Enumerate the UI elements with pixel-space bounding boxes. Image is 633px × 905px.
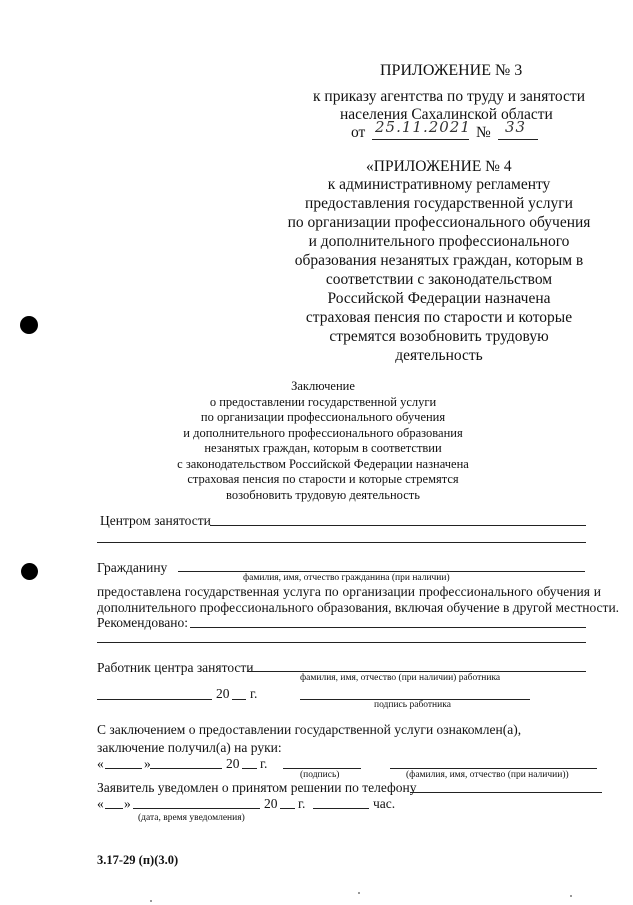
notified-label: Заявитель уведомлен о принятом решении по телефону (97, 780, 417, 795)
center-label: Центром занятости (100, 513, 211, 528)
order-header-line: населения Сахалинской области (340, 106, 553, 123)
conclusion-title: Заключение (291, 379, 355, 393)
worker-caption: фамилия, имя, отчество (при наличии) работника (300, 673, 501, 683)
conclusion-block (148, 379, 498, 503)
punch-hole (21, 563, 38, 580)
receipt-day-field[interactable] (105, 768, 142, 769)
acquainted-line: заключение получил(а) на руки: (97, 740, 282, 755)
notify-year-field[interactable] (280, 808, 295, 809)
worker-name-field[interactable] (247, 671, 586, 672)
hour-label: час. (373, 796, 396, 811)
punch-hole (20, 316, 38, 334)
receipt-month-field[interactable] (150, 768, 222, 769)
notify-time-field[interactable] (313, 808, 369, 809)
order-number-underline (498, 139, 538, 140)
center-field-continued[interactable] (97, 542, 586, 543)
handwritten-order-number: 33 (505, 118, 527, 136)
notify-day-field[interactable] (105, 808, 123, 809)
provided-line: предоставлена государственная услуга по организации профессионального обучения и (97, 584, 601, 599)
order-date-prefix: от (351, 124, 366, 141)
worker-year-field[interactable] (232, 699, 246, 700)
order-date-underline (372, 139, 469, 140)
order-number-sign: № (476, 124, 491, 141)
signature-caption: (подпись) (300, 770, 340, 780)
provided-line: дополнительного профессионального образования, включая обучение в другой местности. (97, 600, 620, 615)
regulation-appendix-title: «ПРИЛОЖЕНИЕ № 4 (366, 158, 512, 175)
scan-speck (150, 900, 152, 902)
regulation-header-line: деятельность (395, 347, 483, 364)
form-code: 3.17-29 (п)(3.0) (97, 853, 179, 867)
conclusion-line: страховая пенсия по старости и которые стремятся (187, 472, 459, 486)
conclusion-line: с законодательством Российской Федерации назначена (177, 456, 469, 471)
citizen-label: Гражданину (97, 560, 168, 575)
recommended-label: Рекомендовано: (97, 615, 188, 630)
conclusion-line: по организации профессионального обучения (200, 410, 446, 424)
regulation-header-block (274, 175, 604, 365)
quote-open: « (97, 796, 104, 811)
conclusion-line: о предоставлении государственной услуги (209, 394, 437, 409)
quote-close: » (124, 796, 131, 811)
regulation-header-line: Российской Федерации назначена (327, 290, 551, 307)
citizen-caption: фамилия, имя, отчество гражданина (при наличии) (243, 573, 450, 583)
worker-date-year-suffix: г. (250, 686, 258, 701)
recommended-field-continued[interactable] (97, 642, 586, 643)
citizen-name-field[interactable] (178, 571, 585, 572)
recommended-field[interactable] (190, 627, 586, 628)
receipt-year-prefix: 20 (226, 756, 240, 771)
center-field[interactable] (210, 525, 586, 526)
worker-date-year-prefix: 20 (216, 686, 230, 701)
quote-close: » (144, 756, 151, 771)
handwritten-order-date: 25.11.2021 (375, 118, 471, 136)
regulation-header-line: соответствии с законодательством (325, 271, 553, 288)
receipt-fio-field[interactable] (390, 768, 597, 769)
order-header-line: к приказу агентства по труду и занятости (313, 88, 585, 105)
fio-caption: (фамилия, имя, отчество (при наличии)) (406, 770, 569, 780)
acquainted-line: С заключением о предоставлении государственной услуги ознакомлен(а), (97, 722, 522, 737)
receipt-year-field[interactable] (242, 768, 257, 769)
regulation-header-line: по организации профессионального обучения (287, 214, 591, 231)
notify-year-suffix: г. (298, 796, 306, 811)
regulation-header-line: стремятся возобновить трудовую (329, 328, 549, 345)
regulation-header-line: предоставления государственной услуги (305, 195, 573, 212)
conclusion-line: возобновить трудовую деятельность (226, 487, 420, 502)
worker-date-field[interactable] (97, 699, 212, 700)
regulation-header-line: к административному регламенту (327, 176, 551, 193)
notify-year-prefix: 20 (264, 796, 278, 811)
conclusion-line: незанятых граждан, которым в соответствии (204, 441, 442, 455)
notify-caption: (дата, время уведомления) (138, 813, 245, 823)
receipt-signature-field[interactable] (283, 768, 361, 769)
receipt-year-suffix: г. (260, 756, 268, 771)
conclusion-line: и дополнительного профессионального образования (183, 425, 463, 440)
scan-speck (358, 892, 360, 894)
regulation-header-line: страховая пенсия по старости и которые (305, 309, 573, 326)
worker-signature-caption: подпись работника (374, 700, 451, 710)
worker-label: Работник центра занятости (97, 660, 254, 675)
notify-month-field[interactable] (133, 808, 260, 809)
quote-open: « (97, 756, 104, 771)
phone-field[interactable] (410, 792, 602, 793)
order-appendix-title: ПРИЛОЖЕНИЕ № 3 (380, 62, 523, 79)
scan-speck (570, 895, 572, 897)
regulation-header-line: образования незанятых граждан, которым в (294, 252, 584, 269)
regulation-header-line: и дополнительного профессионального (308, 233, 570, 250)
